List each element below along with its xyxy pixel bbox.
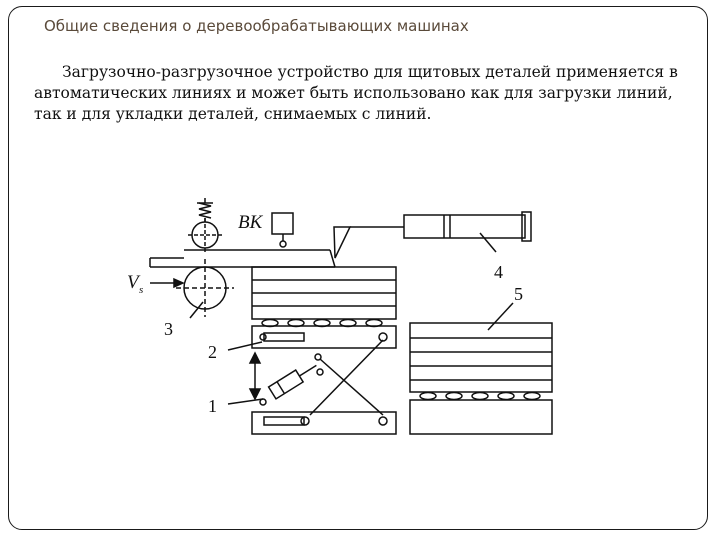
paragraph-text: Загрузочно-разгрузочное устройство для щитовых деталей применяется в автоматических линиях и может быть использовано как для загрузки линий, так и для укладки деталей, снимаемых с линий. [34,63,678,123]
label-3: 3 [164,319,173,339]
lift-table-top [252,326,396,348]
cylinder-end-cap [522,212,531,241]
right-roller-row [420,393,540,400]
hydraulic-cylinder [404,215,525,238]
right-base [410,400,552,434]
label-2: 2 [208,342,217,362]
pusher-plate [334,227,350,258]
label-1: 1 [208,396,217,416]
label-vk: ВК [238,212,263,233]
label-v-subscript: s [139,284,144,296]
scissor-link-a [320,359,383,415]
scissor-link-b [310,340,383,415]
label-5: 5 [514,284,523,304]
lift-cylinder [269,359,321,398]
label-4: 4 [494,262,503,282]
slide-title: Общие сведения о деревообрабатывающих машинах [44,17,469,35]
lift-table-base [252,412,396,434]
limit-switch-box [272,213,293,234]
label-v: V [127,272,139,293]
right-board-stack [410,323,552,392]
